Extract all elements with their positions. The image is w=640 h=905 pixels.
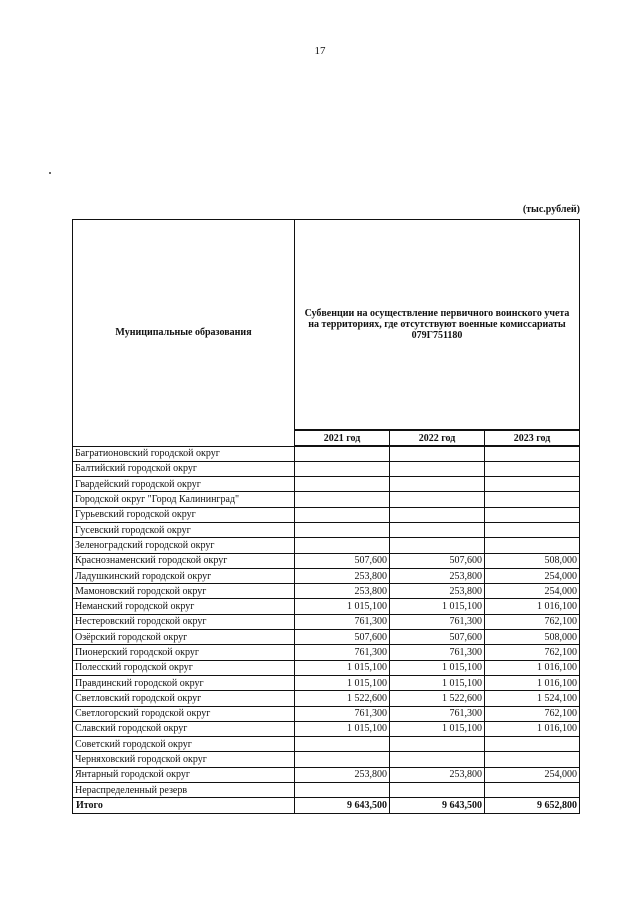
value-2023	[485, 752, 580, 767]
table-row	[73, 737, 580, 752]
table-row	[73, 538, 580, 553]
scan-speck	[49, 172, 51, 174]
value-2023	[485, 737, 580, 752]
municipality-name: Янтарный городской округ	[73, 767, 295, 782]
municipality-name: Гусевский городской округ	[73, 522, 295, 537]
table-row	[73, 675, 580, 690]
municipality-name: Неманский городской округ	[73, 599, 295, 614]
total-2023: 9 652,800	[485, 798, 580, 813]
value-2021: 1 015,100	[295, 721, 390, 736]
municipality-name: Краснознаменский городской округ	[73, 553, 295, 568]
table-row	[73, 461, 580, 476]
value-2021	[295, 461, 390, 476]
municipality-name: Городской округ "Город Калининград"	[73, 492, 295, 507]
value-2023	[485, 477, 580, 492]
header-municipal: Муниципальные образования	[73, 220, 295, 447]
table-row	[73, 783, 580, 798]
value-2022: 1 015,100	[390, 660, 485, 675]
page-number: 17	[314, 45, 326, 57]
municipality-name: Мамоновский городской округ	[73, 584, 295, 599]
table-body	[73, 446, 580, 798]
municipality-name: Советский городской округ	[73, 737, 295, 752]
value-2022: 253,800	[390, 568, 485, 583]
municipality-name: Озёрский городской округ	[73, 630, 295, 645]
value-2022	[390, 492, 485, 507]
value-2021	[295, 783, 390, 798]
value-2022: 761,300	[390, 614, 485, 629]
table-row	[73, 630, 580, 645]
municipality-name: Славский городской округ	[73, 721, 295, 736]
value-2022	[390, 522, 485, 537]
value-2023: 762,100	[485, 706, 580, 721]
value-2023: 762,100	[485, 645, 580, 660]
table-row	[73, 492, 580, 507]
total-2022: 9 643,500	[390, 798, 485, 813]
value-2021: 1 015,100	[295, 599, 390, 614]
value-2021	[295, 752, 390, 767]
value-2023: 254,000	[485, 568, 580, 583]
table-row	[73, 752, 580, 767]
value-2021	[295, 446, 390, 461]
value-2022	[390, 477, 485, 492]
header-year-2022: 2022 год	[390, 430, 485, 446]
table-row	[73, 645, 580, 660]
value-2021: 1 015,100	[295, 660, 390, 675]
value-2021: 253,800	[295, 767, 390, 782]
total-row	[73, 798, 580, 813]
value-2022: 1 015,100	[390, 675, 485, 690]
table-row	[73, 553, 580, 568]
municipality-name: Багратионовский городской округ	[73, 446, 295, 461]
municipality-name: Нестеровский городской округ	[73, 614, 295, 629]
table-row	[73, 584, 580, 599]
municipality-name: Светлогорский городской округ	[73, 706, 295, 721]
table-row	[73, 691, 580, 706]
value-2021: 1 522,600	[295, 691, 390, 706]
value-2023: 1 016,100	[485, 599, 580, 614]
municipality-name: Зеленоградский городской округ	[73, 538, 295, 553]
value-2021: 507,600	[295, 630, 390, 645]
municipality-name: Гвардейский городской округ	[73, 477, 295, 492]
table-row	[73, 446, 580, 461]
value-2021	[295, 507, 390, 522]
value-2023: 1 016,100	[485, 721, 580, 736]
municipality-name: Черняховский городской округ	[73, 752, 295, 767]
value-2022: 1 015,100	[390, 599, 485, 614]
value-2023: 1 524,100	[485, 691, 580, 706]
value-2023	[485, 461, 580, 476]
total-label: Итого	[73, 798, 295, 813]
value-2022: 1 522,600	[390, 691, 485, 706]
table-row	[73, 767, 580, 782]
value-2023	[485, 783, 580, 798]
value-2023: 762,100	[485, 614, 580, 629]
municipality-name: Светловский городской округ	[73, 691, 295, 706]
value-2022: 253,800	[390, 584, 485, 599]
value-2021: 507,600	[295, 553, 390, 568]
municipality-name: Нераспределенный резерв	[73, 783, 295, 798]
table-row	[73, 522, 580, 537]
table-row	[73, 660, 580, 675]
municipality-name: Полесский городской округ	[73, 660, 295, 675]
value-2023: 254,000	[485, 767, 580, 782]
value-2021: 761,300	[295, 645, 390, 660]
value-2021	[295, 522, 390, 537]
table-row	[73, 721, 580, 736]
value-2021: 253,800	[295, 568, 390, 583]
value-2023: 1 016,100	[485, 660, 580, 675]
value-2022: 761,300	[390, 706, 485, 721]
value-2023: 508,000	[485, 553, 580, 568]
value-2023	[485, 492, 580, 507]
value-2023	[485, 446, 580, 461]
header-year-2021: 2021 год	[295, 430, 390, 446]
value-2022: 253,800	[390, 767, 485, 782]
municipality-name: Пионерский городской округ	[73, 645, 295, 660]
value-2021	[295, 477, 390, 492]
value-2021: 761,300	[295, 706, 390, 721]
value-2023: 254,000	[485, 584, 580, 599]
value-2023: 508,000	[485, 630, 580, 645]
value-2023	[485, 507, 580, 522]
value-2021: 761,300	[295, 614, 390, 629]
value-2022	[390, 737, 485, 752]
value-2022	[390, 752, 485, 767]
value-2022	[390, 783, 485, 798]
value-2022	[390, 446, 485, 461]
table-row	[73, 599, 580, 614]
table-row	[73, 507, 580, 522]
value-2022: 761,300	[390, 645, 485, 660]
value-2021: 1 015,100	[295, 675, 390, 690]
value-2023	[485, 522, 580, 537]
header-subvention: Субвенции на осуществление первичного воинского учета на территориях, где отсутствуют военные комиссариаты 079Г751180	[295, 220, 580, 431]
total-2021: 9 643,500	[295, 798, 390, 813]
units-label: (тыс.рублей)	[522, 204, 580, 215]
value-2022: 507,600	[390, 630, 485, 645]
table-row	[73, 477, 580, 492]
header-year-2023: 2023 год	[485, 430, 580, 446]
value-2021	[295, 538, 390, 553]
municipality-name: Гурьевский городской округ	[73, 507, 295, 522]
value-2023: 1 016,100	[485, 675, 580, 690]
value-2021	[295, 492, 390, 507]
table-row	[73, 706, 580, 721]
value-2022	[390, 461, 485, 476]
table-row	[73, 614, 580, 629]
municipality-name: Правдинский городской округ	[73, 675, 295, 690]
value-2021	[295, 737, 390, 752]
value-2022: 1 015,100	[390, 721, 485, 736]
municipality-name: Балтийский городской округ	[73, 461, 295, 476]
value-2021: 253,800	[295, 584, 390, 599]
municipality-name: Ладушкинский городской округ	[73, 568, 295, 583]
value-2022: 507,600	[390, 553, 485, 568]
value-2022	[390, 538, 485, 553]
table-row	[73, 568, 580, 583]
value-2023	[485, 538, 580, 553]
subvention-table	[72, 219, 580, 814]
value-2022	[390, 507, 485, 522]
